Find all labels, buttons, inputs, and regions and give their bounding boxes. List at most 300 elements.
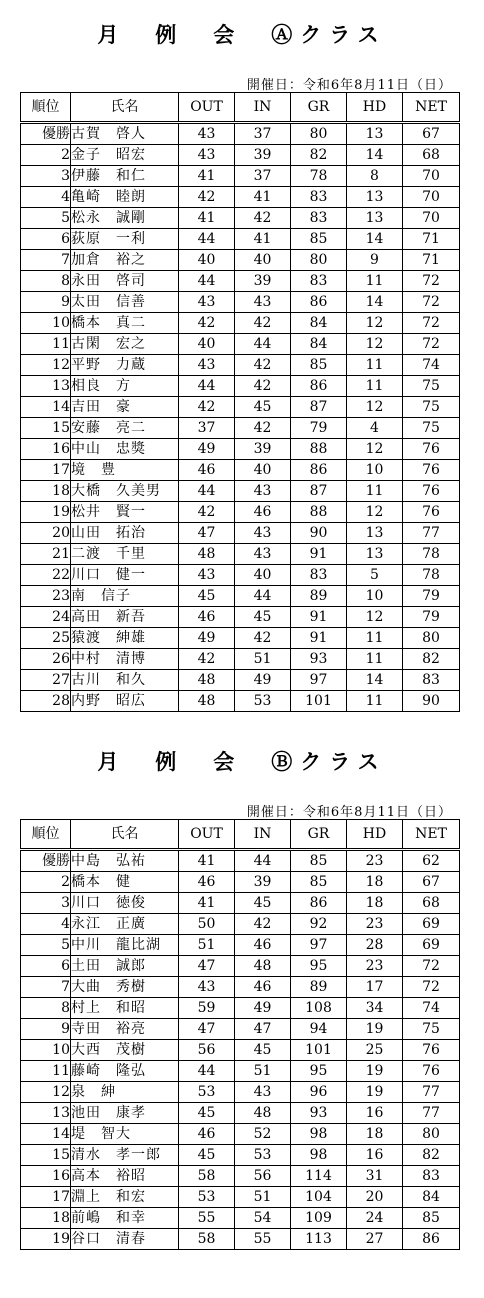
cell-name: 安藤 亮二 bbox=[71, 418, 179, 439]
table-row bbox=[21, 481, 460, 502]
cell-net: 67 bbox=[403, 123, 460, 145]
cell-net: 78 bbox=[403, 565, 460, 586]
cell-name: 猿渡 紳雄 bbox=[71, 628, 179, 649]
cell-out: 44 bbox=[179, 271, 235, 292]
cell-out: 45 bbox=[179, 586, 235, 607]
cell-rank: 17 bbox=[21, 460, 71, 481]
table-row bbox=[21, 523, 460, 544]
cell-out: 44 bbox=[179, 1061, 235, 1082]
cell-net: 82 bbox=[403, 649, 460, 670]
cell-out: 41 bbox=[179, 850, 235, 872]
cell-gr: 114 bbox=[291, 1166, 347, 1187]
cell-in: 42 bbox=[235, 914, 291, 935]
cell-hd: 12 bbox=[347, 313, 403, 334]
cell-gr: 97 bbox=[291, 670, 347, 691]
cell-name: 金子 昭宏 bbox=[71, 145, 179, 166]
cell-gr: 86 bbox=[291, 292, 347, 313]
cell-net: 80 bbox=[403, 1124, 460, 1145]
cell-out: 37 bbox=[179, 418, 235, 439]
cell-in: 48 bbox=[235, 1103, 291, 1124]
cell-net: 76 bbox=[403, 1040, 460, 1061]
cell-out: 41 bbox=[179, 893, 235, 914]
cell-rank: 21 bbox=[21, 544, 71, 565]
cell-name: 堤 智大 bbox=[71, 1124, 179, 1145]
cell-gr: 79 bbox=[291, 418, 347, 439]
cell-in: 42 bbox=[235, 628, 291, 649]
cell-net: 72 bbox=[403, 292, 460, 313]
cell-in: 40 bbox=[235, 460, 291, 481]
cell-rank: 15 bbox=[21, 418, 71, 439]
cell-rank: 9 bbox=[21, 1019, 71, 1040]
table-row bbox=[21, 439, 460, 460]
cell-name: 南 信子 bbox=[71, 586, 179, 607]
cell-rank: 13 bbox=[21, 376, 71, 397]
cell-out: 53 bbox=[179, 1187, 235, 1208]
header-gr: GR bbox=[291, 93, 347, 123]
cell-net: 77 bbox=[403, 1103, 460, 1124]
table-row bbox=[21, 1229, 460, 1250]
cell-net: 90 bbox=[403, 691, 460, 712]
cell-name: 松永 誠剛 bbox=[71, 208, 179, 229]
cell-gr: 98 bbox=[291, 1145, 347, 1166]
cell-hd: 5 bbox=[347, 565, 403, 586]
header-rank: 順位 bbox=[21, 820, 71, 850]
cell-gr: 87 bbox=[291, 481, 347, 502]
table-row bbox=[21, 123, 460, 145]
cell-out: 40 bbox=[179, 250, 235, 271]
cell-net: 72 bbox=[403, 977, 460, 998]
cell-gr: 89 bbox=[291, 977, 347, 998]
table-row bbox=[21, 893, 460, 914]
cell-name: 平野 力蔵 bbox=[71, 355, 179, 376]
cell-in: 45 bbox=[235, 893, 291, 914]
cell-rank: 14 bbox=[21, 397, 71, 418]
header-name: 氏名 bbox=[71, 820, 179, 850]
cell-out: 47 bbox=[179, 956, 235, 977]
cell-name: 淵上 和宏 bbox=[71, 1187, 179, 1208]
cell-out: 40 bbox=[179, 334, 235, 355]
cell-out: 56 bbox=[179, 1040, 235, 1061]
cell-rank: 10 bbox=[21, 313, 71, 334]
table-row bbox=[21, 313, 460, 334]
cell-out: 47 bbox=[179, 1019, 235, 1040]
cell-hd: 14 bbox=[347, 670, 403, 691]
header-hd: HD bbox=[347, 93, 403, 123]
cell-name: 村上 和昭 bbox=[71, 998, 179, 1019]
cell-net: 79 bbox=[403, 586, 460, 607]
cell-gr: 95 bbox=[291, 956, 347, 977]
cell-hd: 18 bbox=[347, 872, 403, 893]
cell-in: 37 bbox=[235, 166, 291, 187]
header-out: OUT bbox=[179, 820, 235, 850]
cell-hd: 19 bbox=[347, 1019, 403, 1040]
cell-rank: 7 bbox=[21, 250, 71, 271]
cell-net: 76 bbox=[403, 502, 460, 523]
table-row bbox=[21, 1040, 460, 1061]
cell-out: 45 bbox=[179, 1145, 235, 1166]
table-row bbox=[21, 935, 460, 956]
cell-rank: 25 bbox=[21, 628, 71, 649]
cell-in: 49 bbox=[235, 998, 291, 1019]
cell-name: 川口 徳俊 bbox=[71, 893, 179, 914]
cell-gr: 104 bbox=[291, 1187, 347, 1208]
table-header-row bbox=[21, 93, 460, 123]
cell-out: 55 bbox=[179, 1208, 235, 1229]
table-row bbox=[21, 334, 460, 355]
cell-name: 永田 啓司 bbox=[71, 271, 179, 292]
cell-rank: 17 bbox=[21, 1187, 71, 1208]
cell-in: 47 bbox=[235, 1019, 291, 1040]
cell-in: 43 bbox=[235, 481, 291, 502]
cell-name: 境 豊 bbox=[71, 460, 179, 481]
cell-gr: 86 bbox=[291, 893, 347, 914]
cell-name: 二渡 千里 bbox=[71, 544, 179, 565]
cell-gr: 84 bbox=[291, 334, 347, 355]
cell-net: 79 bbox=[403, 607, 460, 628]
class-b-title: 月 例 会 Ⓑクラス bbox=[97, 749, 387, 774]
class-a-results-table bbox=[20, 92, 460, 712]
cell-net: 72 bbox=[403, 271, 460, 292]
table-row bbox=[21, 229, 460, 250]
cell-in: 49 bbox=[235, 670, 291, 691]
table-row bbox=[21, 145, 460, 166]
cell-net: 77 bbox=[403, 1082, 460, 1103]
cell-in: 52 bbox=[235, 1124, 291, 1145]
cell-in: 41 bbox=[235, 229, 291, 250]
cell-out: 49 bbox=[179, 628, 235, 649]
cell-net: 62 bbox=[403, 850, 460, 872]
cell-out: 59 bbox=[179, 998, 235, 1019]
cell-gr: 80 bbox=[291, 123, 347, 145]
cell-rank: 15 bbox=[21, 1145, 71, 1166]
cell-hd: 18 bbox=[347, 1124, 403, 1145]
cell-name: 中島 弘祐 bbox=[71, 850, 179, 872]
cell-net: 70 bbox=[403, 208, 460, 229]
cell-gr: 88 bbox=[291, 439, 347, 460]
cell-in: 42 bbox=[235, 418, 291, 439]
cell-rank: 8 bbox=[21, 998, 71, 1019]
table-row bbox=[21, 956, 460, 977]
cell-out: 42 bbox=[179, 187, 235, 208]
cell-rank: 9 bbox=[21, 292, 71, 313]
cell-in: 43 bbox=[235, 523, 291, 544]
cell-in: 46 bbox=[235, 977, 291, 998]
cell-rank: 12 bbox=[21, 1082, 71, 1103]
cell-hd: 13 bbox=[347, 544, 403, 565]
cell-in: 54 bbox=[235, 1208, 291, 1229]
table-row bbox=[21, 1061, 460, 1082]
cell-rank: 11 bbox=[21, 1061, 71, 1082]
cell-rank: 19 bbox=[21, 1229, 71, 1250]
cell-in: 39 bbox=[235, 271, 291, 292]
cell-in: 56 bbox=[235, 1166, 291, 1187]
table-row bbox=[21, 607, 460, 628]
table-row bbox=[21, 998, 460, 1019]
cell-out: 43 bbox=[179, 145, 235, 166]
cell-out: 41 bbox=[179, 166, 235, 187]
cell-gr: 101 bbox=[291, 691, 347, 712]
table-row bbox=[21, 544, 460, 565]
table-row bbox=[21, 376, 460, 397]
header-in: IN bbox=[235, 93, 291, 123]
header-in: IN bbox=[235, 820, 291, 850]
cell-out: 42 bbox=[179, 502, 235, 523]
cell-net: 68 bbox=[403, 145, 460, 166]
table-row bbox=[21, 977, 460, 998]
header-gr: GR bbox=[291, 820, 347, 850]
cell-gr: 98 bbox=[291, 1124, 347, 1145]
cell-in: 45 bbox=[235, 607, 291, 628]
cell-gr: 93 bbox=[291, 1103, 347, 1124]
cell-net: 86 bbox=[403, 1229, 460, 1250]
cell-name: 山田 拓治 bbox=[71, 523, 179, 544]
cell-out: 58 bbox=[179, 1229, 235, 1250]
cell-gr: 91 bbox=[291, 607, 347, 628]
cell-net: 76 bbox=[403, 460, 460, 481]
cell-gr: 92 bbox=[291, 914, 347, 935]
table-row bbox=[21, 460, 460, 481]
cell-net: 70 bbox=[403, 187, 460, 208]
table-row bbox=[21, 1124, 460, 1145]
cell-net: 70 bbox=[403, 166, 460, 187]
cell-hd: 13 bbox=[347, 187, 403, 208]
cell-name: 亀崎 睦朗 bbox=[71, 187, 179, 208]
table-row bbox=[21, 914, 460, 935]
cell-rank: 16 bbox=[21, 1166, 71, 1187]
cell-rank: 優勝 bbox=[21, 850, 71, 872]
cell-gr: 91 bbox=[291, 544, 347, 565]
table-row bbox=[21, 187, 460, 208]
cell-gr: 94 bbox=[291, 1019, 347, 1040]
cell-out: 43 bbox=[179, 355, 235, 376]
header-hd: HD bbox=[347, 820, 403, 850]
cell-hd: 24 bbox=[347, 1208, 403, 1229]
cell-in: 46 bbox=[235, 502, 291, 523]
cell-out: 49 bbox=[179, 439, 235, 460]
header-net: NET bbox=[403, 820, 460, 850]
cell-hd: 16 bbox=[347, 1103, 403, 1124]
cell-hd: 10 bbox=[347, 586, 403, 607]
cell-rank: 3 bbox=[21, 893, 71, 914]
cell-net: 69 bbox=[403, 935, 460, 956]
cell-in: 55 bbox=[235, 1229, 291, 1250]
cell-rank: 13 bbox=[21, 1103, 71, 1124]
cell-in: 48 bbox=[235, 956, 291, 977]
cell-rank: 2 bbox=[21, 145, 71, 166]
cell-gr: 85 bbox=[291, 872, 347, 893]
cell-in: 40 bbox=[235, 250, 291, 271]
cell-rank: 23 bbox=[21, 586, 71, 607]
class-a-date: 開催日：令和6年8月11日（日） bbox=[246, 78, 452, 93]
cell-gr: 97 bbox=[291, 935, 347, 956]
cell-in: 42 bbox=[235, 355, 291, 376]
cell-rank: 11 bbox=[21, 334, 71, 355]
cell-name: 松井 賢一 bbox=[71, 502, 179, 523]
cell-gr: 83 bbox=[291, 565, 347, 586]
cell-gr: 78 bbox=[291, 166, 347, 187]
cell-in: 43 bbox=[235, 1082, 291, 1103]
cell-gr: 95 bbox=[291, 1061, 347, 1082]
cell-hd: 13 bbox=[347, 123, 403, 145]
cell-name: 土田 誠郎 bbox=[71, 956, 179, 977]
header-net: NET bbox=[403, 93, 460, 123]
table-row bbox=[21, 1103, 460, 1124]
cell-name: 川口 健一 bbox=[71, 565, 179, 586]
cell-gr: 86 bbox=[291, 460, 347, 481]
cell-hd: 14 bbox=[347, 229, 403, 250]
cell-gr: 85 bbox=[291, 850, 347, 872]
table-row bbox=[21, 691, 460, 712]
header-name: 氏名 bbox=[71, 93, 179, 123]
cell-out: 42 bbox=[179, 397, 235, 418]
table-row bbox=[21, 502, 460, 523]
cell-name: 前嶋 和幸 bbox=[71, 1208, 179, 1229]
table-row bbox=[21, 1145, 460, 1166]
table-row bbox=[21, 1208, 460, 1229]
cell-net: 71 bbox=[403, 250, 460, 271]
cell-hd: 16 bbox=[347, 1145, 403, 1166]
header-out: OUT bbox=[179, 93, 235, 123]
cell-hd: 13 bbox=[347, 523, 403, 544]
cell-net: 82 bbox=[403, 1145, 460, 1166]
cell-rank: 8 bbox=[21, 271, 71, 292]
cell-hd: 23 bbox=[347, 850, 403, 872]
cell-in: 44 bbox=[235, 334, 291, 355]
cell-hd: 13 bbox=[347, 208, 403, 229]
cell-out: 43 bbox=[179, 123, 235, 145]
cell-out: 47 bbox=[179, 523, 235, 544]
table-row bbox=[21, 1082, 460, 1103]
cell-in: 51 bbox=[235, 649, 291, 670]
cell-in: 41 bbox=[235, 187, 291, 208]
cell-out: 41 bbox=[179, 208, 235, 229]
cell-net: 80 bbox=[403, 628, 460, 649]
cell-net: 75 bbox=[403, 376, 460, 397]
cell-net: 75 bbox=[403, 1019, 460, 1040]
cell-out: 58 bbox=[179, 1166, 235, 1187]
cell-in: 45 bbox=[235, 1040, 291, 1061]
cell-gr: 108 bbox=[291, 998, 347, 1019]
cell-gr: 85 bbox=[291, 355, 347, 376]
cell-gr: 82 bbox=[291, 145, 347, 166]
cell-hd: 14 bbox=[347, 292, 403, 313]
cell-hd: 27 bbox=[347, 1229, 403, 1250]
cell-rank: 4 bbox=[21, 914, 71, 935]
cell-out: 50 bbox=[179, 914, 235, 935]
cell-rank: 14 bbox=[21, 1124, 71, 1145]
cell-hd: 12 bbox=[347, 439, 403, 460]
table-row bbox=[21, 1019, 460, 1040]
table-row bbox=[21, 628, 460, 649]
cell-in: 39 bbox=[235, 872, 291, 893]
table-row bbox=[21, 850, 460, 872]
cell-hd: 19 bbox=[347, 1082, 403, 1103]
table-row bbox=[21, 208, 460, 229]
cell-rank: 28 bbox=[21, 691, 71, 712]
cell-gr: 83 bbox=[291, 271, 347, 292]
cell-gr: 96 bbox=[291, 1082, 347, 1103]
cell-net: 75 bbox=[403, 397, 460, 418]
cell-out: 45 bbox=[179, 1103, 235, 1124]
cell-out: 44 bbox=[179, 376, 235, 397]
table-row bbox=[21, 271, 460, 292]
table-row bbox=[21, 1187, 460, 1208]
cell-hd: 11 bbox=[347, 691, 403, 712]
table-row bbox=[21, 418, 460, 439]
cell-hd: 12 bbox=[347, 502, 403, 523]
cell-gr: 93 bbox=[291, 649, 347, 670]
table-row bbox=[21, 397, 460, 418]
cell-hd: 11 bbox=[347, 355, 403, 376]
cell-rank: 12 bbox=[21, 355, 71, 376]
cell-in: 40 bbox=[235, 565, 291, 586]
table-header-row bbox=[21, 820, 460, 850]
cell-in: 42 bbox=[235, 208, 291, 229]
cell-rank: 19 bbox=[21, 502, 71, 523]
cell-rank: 2 bbox=[21, 872, 71, 893]
cell-hd: 23 bbox=[347, 956, 403, 977]
cell-hd: 14 bbox=[347, 145, 403, 166]
cell-hd: 8 bbox=[347, 166, 403, 187]
cell-name: 大橋 久美男 bbox=[71, 481, 179, 502]
cell-gr: 85 bbox=[291, 229, 347, 250]
cell-rank: 7 bbox=[21, 977, 71, 998]
cell-gr: 91 bbox=[291, 628, 347, 649]
cell-name: 加倉 裕之 bbox=[71, 250, 179, 271]
cell-name: 高本 裕昭 bbox=[71, 1166, 179, 1187]
cell-in: 37 bbox=[235, 123, 291, 145]
cell-name: 中山 忠獎 bbox=[71, 439, 179, 460]
table-row bbox=[21, 292, 460, 313]
cell-out: 48 bbox=[179, 670, 235, 691]
cell-net: 76 bbox=[403, 439, 460, 460]
cell-net: 72 bbox=[403, 956, 460, 977]
cell-net: 69 bbox=[403, 914, 460, 935]
cell-out: 53 bbox=[179, 1082, 235, 1103]
cell-hd: 34 bbox=[347, 998, 403, 1019]
class-b-results-table bbox=[20, 819, 460, 1250]
cell-out: 46 bbox=[179, 872, 235, 893]
cell-in: 44 bbox=[235, 850, 291, 872]
cell-name: 大西 茂樹 bbox=[71, 1040, 179, 1061]
table-row bbox=[21, 872, 460, 893]
cell-net: 83 bbox=[403, 670, 460, 691]
table-row bbox=[21, 565, 460, 586]
cell-in: 39 bbox=[235, 439, 291, 460]
cell-hd: 25 bbox=[347, 1040, 403, 1061]
cell-gr: 80 bbox=[291, 250, 347, 271]
cell-name: 荻原 一利 bbox=[71, 229, 179, 250]
cell-out: 43 bbox=[179, 565, 235, 586]
cell-in: 42 bbox=[235, 313, 291, 334]
table-row bbox=[21, 1166, 460, 1187]
cell-hd: 9 bbox=[347, 250, 403, 271]
cell-name: 橋本 真二 bbox=[71, 313, 179, 334]
cell-name: 谷口 清春 bbox=[71, 1229, 179, 1250]
table-row bbox=[21, 250, 460, 271]
cell-rank: 18 bbox=[21, 481, 71, 502]
cell-name: 相良 方 bbox=[71, 376, 179, 397]
cell-rank: 20 bbox=[21, 523, 71, 544]
cell-net: 75 bbox=[403, 418, 460, 439]
table-row bbox=[21, 586, 460, 607]
cell-net: 68 bbox=[403, 893, 460, 914]
cell-net: 85 bbox=[403, 1208, 460, 1229]
cell-in: 53 bbox=[235, 691, 291, 712]
cell-name: 寺田 裕亮 bbox=[71, 1019, 179, 1040]
cell-name: 永江 正廣 bbox=[71, 914, 179, 935]
header-rank: 順位 bbox=[21, 93, 71, 123]
